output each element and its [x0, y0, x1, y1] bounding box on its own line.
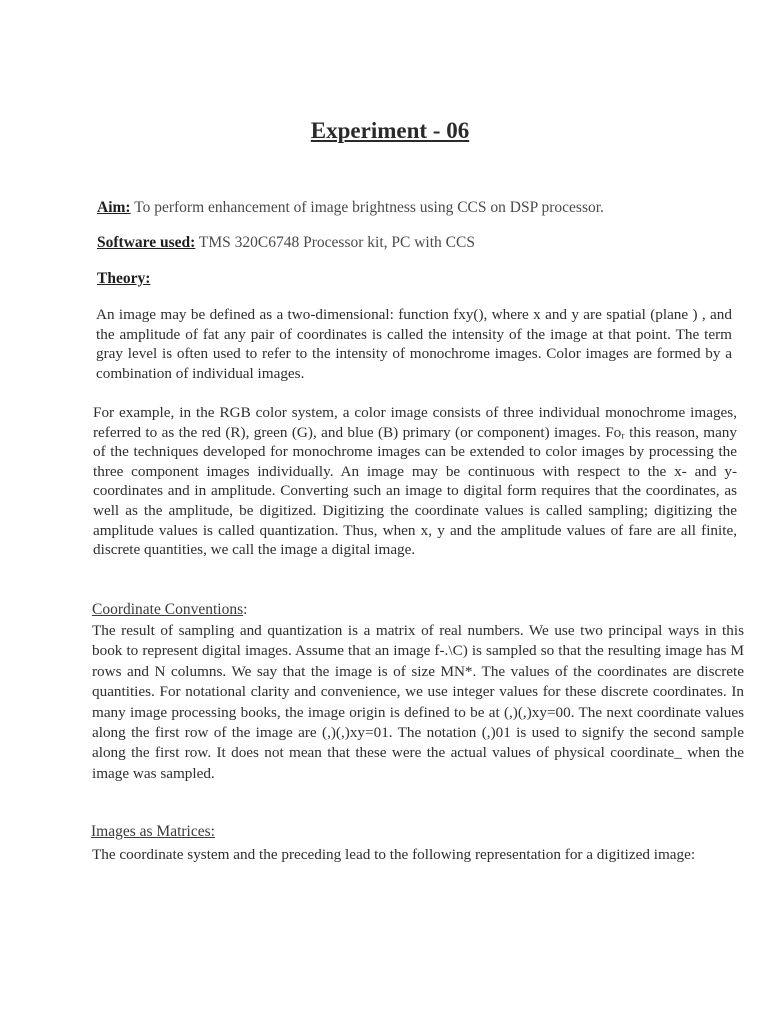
software-text: TMS 320C6748 Processor kit, PC with CCS	[198, 234, 475, 251]
theory-paragraph-2: For example, in the RGB color system, a color image consists of three individual monochrome images, referred to as the red (R), green (G), and blue (B) primary (or component) images. Foᵣ this reason, many of the techniques developed for monochrome images can be extended to color images by processing the three component images individually. An image may be continuous with respect to the x- and y-coordinates and in amplitude. Converting such an image to digital form requires that the coordinates, as well as the amplitude, be digitized. Digitizing the coordinate values is called sampling; digitizing the amplitude values is called quantization. Thus, when x, y and the amplitude values of fare are all finite, discrete quantities, we call the image a digital image.	[93, 404, 737, 559]
software-label: Software used:	[97, 234, 196, 251]
coordinate-conventions-colon: :	[243, 601, 248, 618]
aim-text: To perform enhancement of image brightness using CCS on DSP processor.	[134, 199, 604, 216]
page-title: Experiment - 06	[310, 118, 470, 143]
images-as-matrices-heading: Images as Matrices:	[91, 823, 215, 840]
coordinate-conventions-heading: Coordinate Conventions	[92, 601, 244, 618]
theory-line	[97, 270, 150, 288]
theory-label: Theory:	[97, 270, 151, 287]
coordinate-conventions-heading-line	[92, 601, 247, 619]
images-as-matrices-paragraph: The coordinate system and the preceding lead to the following representation for a digitized image:	[92, 846, 696, 863]
aim-label: Aim:	[97, 199, 131, 216]
theory-paragraph-1: An image may be defined as a two-dimensional: function fxy(), where x and y are spatial (plane ) , and the amplitude of fat any pair of coordinates is called the intensity of the image at that point. The term gray level is often used to refer to the intensity of monochrome images. Color images are formed by a combination of individual images.	[96, 306, 732, 382]
software-line	[97, 234, 475, 252]
aim-line	[97, 199, 604, 217]
coordinate-conventions-paragraph: The result of sampling and quantization is a matrix of real numbers. We use two principal ways in this book to represent digital images. Assume that an image f-.\C) is sampled so that the resulting image has M rows and N columns. We say that the image is of size MN*. The values of the coordinates are discrete quantities. For notational clarity and convenience, we use integer values for these discrete coordinates. In many image processing books, the image origin is defined to be at (,)(,)xy=00. The next coordinate values along the first row of the image are (,)(,)xy=01. The notation (,)01 is used to signify the second sample along the first row. It does not mean that these were the actual values of physical coordinate_ when the image was sampled.	[92, 622, 744, 782]
